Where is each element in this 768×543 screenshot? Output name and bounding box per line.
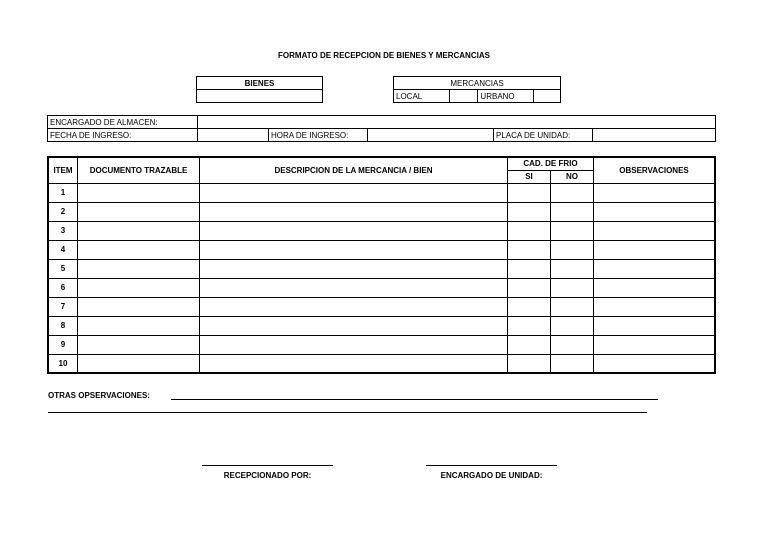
row-descripcion-cell[interactable] — [200, 202, 508, 221]
row-item-number: 10 — [48, 354, 78, 373]
row-documento-cell[interactable] — [78, 316, 200, 335]
row-si-cell[interactable] — [508, 202, 551, 221]
header-si: SI — [508, 170, 551, 183]
row-documento-cell[interactable] — [78, 202, 200, 221]
header-documento: DOCUMENTO TRAZABLE — [78, 157, 200, 183]
row-documento-cell[interactable] — [78, 297, 200, 316]
row-documento-cell[interactable] — [78, 278, 200, 297]
table-row — [48, 316, 715, 335]
row-descripcion-cell[interactable] — [200, 354, 508, 373]
bienes-label: BIENES — [197, 77, 323, 90]
row-no-cell[interactable] — [551, 335, 594, 354]
table-row — [48, 297, 715, 316]
row-documento-cell[interactable] — [78, 354, 200, 373]
table-row — [48, 183, 715, 202]
row-item-number: 7 — [48, 297, 78, 316]
row-observaciones-cell[interactable] — [594, 297, 716, 316]
row-no-cell[interactable] — [551, 316, 594, 335]
row-documento-cell[interactable] — [78, 221, 200, 240]
recepcionado-signature-line[interactable] — [202, 465, 333, 466]
row-no-cell[interactable] — [551, 259, 594, 278]
row-observaciones-cell[interactable] — [594, 259, 716, 278]
row-item-number: 2 — [48, 202, 78, 221]
row-item-number: 8 — [48, 316, 78, 335]
placa-field[interactable] — [593, 129, 716, 142]
row-no-cell[interactable] — [551, 183, 594, 202]
header-item: ITEM — [48, 157, 78, 183]
mercancias-label: MERCANCIAS — [394, 77, 561, 90]
row-item-number: 9 — [48, 335, 78, 354]
local-check-field[interactable] — [449, 90, 478, 103]
row-item-number: 3 — [48, 221, 78, 240]
urbano-check-field[interactable] — [534, 90, 561, 103]
bienes-box — [196, 76, 323, 103]
placa-label: PLACA DE UNIDAD: — [494, 129, 593, 142]
fecha-label: FECHA DE INGRESO: — [48, 129, 198, 142]
row-no-cell[interactable] — [551, 297, 594, 316]
table-row — [48, 278, 715, 297]
row-descripcion-cell[interactable] — [200, 278, 508, 297]
row-item-number: 4 — [48, 240, 78, 259]
items-table — [47, 156, 716, 374]
row-documento-cell[interactable] — [78, 259, 200, 278]
info-block — [47, 115, 716, 142]
row-no-cell[interactable] — [551, 278, 594, 297]
encargado-unidad-signature-line[interactable] — [426, 465, 557, 466]
urbano-label: URBANO — [478, 90, 534, 103]
row-descripcion-cell[interactable] — [200, 240, 508, 259]
row-no-cell[interactable] — [551, 240, 594, 259]
header-no: NO — [551, 170, 594, 183]
row-si-cell[interactable] — [508, 335, 551, 354]
local-label: LOCAL — [394, 90, 450, 103]
row-si-cell[interactable] — [508, 183, 551, 202]
header-cad-frio: CAD. DE FRIO — [508, 157, 594, 170]
otras-observaciones-line-1[interactable] — [171, 399, 658, 400]
row-no-cell[interactable] — [551, 202, 594, 221]
table-row — [48, 202, 715, 221]
row-observaciones-cell[interactable] — [594, 240, 716, 259]
fecha-field[interactable] — [198, 129, 269, 142]
row-documento-cell[interactable] — [78, 335, 200, 354]
row-documento-cell[interactable] — [78, 183, 200, 202]
row-si-cell[interactable] — [508, 259, 551, 278]
table-row — [48, 335, 715, 354]
row-observaciones-cell[interactable] — [594, 183, 716, 202]
row-si-cell[interactable] — [508, 297, 551, 316]
row-observaciones-cell[interactable] — [594, 335, 716, 354]
row-observaciones-cell[interactable] — [594, 278, 716, 297]
encargado-label: ENCARGADO DE ALMACEN: — [48, 116, 198, 129]
hora-label: HORA DE INGRESO: — [269, 129, 368, 142]
table-row — [48, 221, 715, 240]
table-row — [48, 354, 715, 373]
row-observaciones-cell[interactable] — [594, 354, 716, 373]
row-descripcion-cell[interactable] — [200, 335, 508, 354]
mercancias-box — [393, 76, 561, 103]
hora-field[interactable] — [368, 129, 494, 142]
otras-observaciones-line-2[interactable] — [48, 412, 647, 413]
row-observaciones-cell[interactable] — [594, 221, 716, 240]
row-item-number: 6 — [48, 278, 78, 297]
row-si-cell[interactable] — [508, 221, 551, 240]
row-item-number: 5 — [48, 259, 78, 278]
row-observaciones-cell[interactable] — [594, 202, 716, 221]
row-si-cell[interactable] — [508, 354, 551, 373]
row-descripcion-cell[interactable] — [200, 183, 508, 202]
form-title: FORMATO DE RECEPCION DE BIENES Y MERCANCIAS — [278, 51, 490, 60]
row-si-cell[interactable] — [508, 240, 551, 259]
row-descripcion-cell[interactable] — [200, 259, 508, 278]
row-no-cell[interactable] — [551, 354, 594, 373]
row-descripcion-cell[interactable] — [200, 316, 508, 335]
encargado-unidad-label: ENCARGADO DE UNIDAD: — [440, 471, 543, 480]
table-row — [48, 259, 715, 278]
header-descripcion: DESCRIPCION DE LA MERCANCIA / BIEN — [200, 157, 508, 183]
encargado-field[interactable] — [198, 116, 716, 129]
otras-observaciones-label: OTRAS OPSERVACIONES: — [48, 391, 150, 400]
recepcionado-label: RECEPCIONADO POR: — [223, 471, 312, 480]
bienes-value-field[interactable] — [197, 90, 323, 103]
row-descripcion-cell[interactable] — [200, 221, 508, 240]
row-si-cell[interactable] — [508, 278, 551, 297]
table-row — [48, 240, 715, 259]
row-descripcion-cell[interactable] — [200, 297, 508, 316]
row-documento-cell[interactable] — [78, 240, 200, 259]
row-observaciones-cell[interactable] — [594, 316, 716, 335]
row-item-number: 1 — [48, 183, 78, 202]
row-si-cell[interactable] — [508, 316, 551, 335]
row-no-cell[interactable] — [551, 221, 594, 240]
header-observaciones: OBSERVACIONES — [594, 157, 716, 183]
